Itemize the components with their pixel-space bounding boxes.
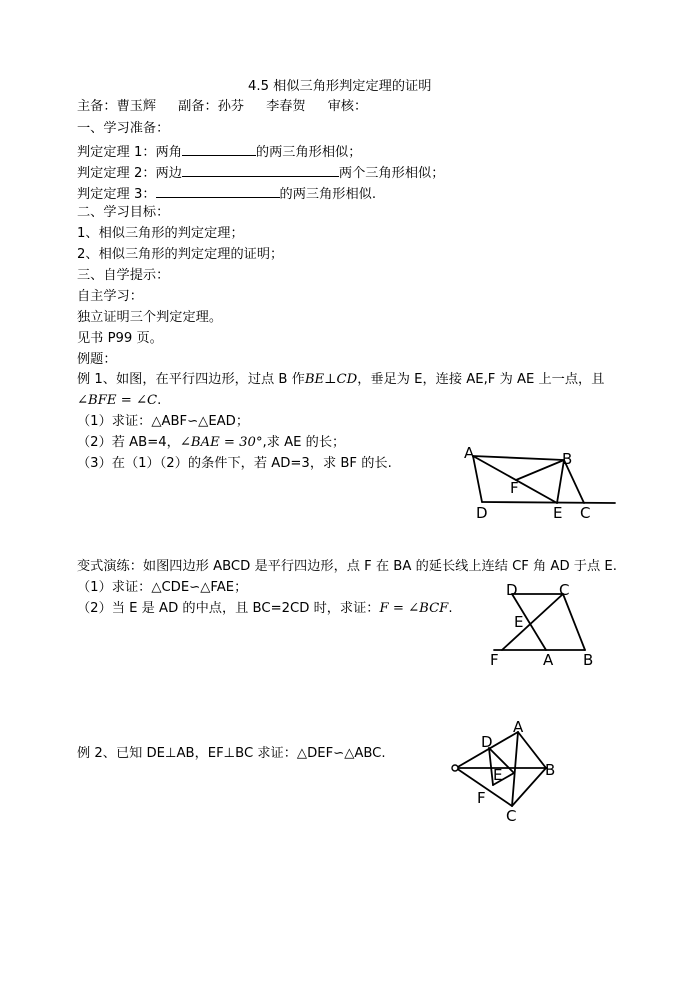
fig3-segment-ac <box>512 732 518 806</box>
fig2-label-d: D <box>506 581 518 599</box>
figure2-parallelogram <box>488 583 608 673</box>
section2-heading: 二、学习目标： <box>77 205 170 220</box>
goal-1: 1、相似三角形的判定定理； <box>77 226 244 241</box>
theorem2-blank <box>182 162 339 177</box>
fig2-label-a: A <box>543 651 554 669</box>
section3-heading: 三、自学提示： <box>77 268 170 283</box>
self-study: 自主学习： <box>77 289 143 304</box>
fig1-segment-bf <box>516 460 564 480</box>
example1-q1: （1）求证：△ABF∽△EAD； <box>77 414 250 429</box>
fig2-segment-cb <box>563 594 585 650</box>
example1-text-b: ，垂足为 E，连接 AE,F 为 AE 上一点，且 <box>357 372 605 387</box>
fig2-label-c: C <box>559 581 570 599</box>
fig3-label-a: A <box>513 718 524 736</box>
fig1-label-b: B <box>562 450 573 468</box>
example1-text-a: 例 1、如图，在平行四边形，过点 B 作 <box>77 372 305 387</box>
page-title: 4.5 相似三角形判定定理的证明 <box>248 79 432 94</box>
variation-q2-math: F = ∠BCF <box>379 601 449 616</box>
chief-name: 曹玉辉 <box>116 99 157 114</box>
see-book: 见书 P99 页。 <box>77 331 163 346</box>
fig2-label-b: B <box>583 651 594 669</box>
variation-q2-text-b: . <box>448 601 453 616</box>
theorem2-text-a: 判定定理 2：两边 <box>77 166 182 181</box>
fig1-label-d: D <box>476 504 488 522</box>
theorem3-blank <box>156 183 280 198</box>
example1-math-be-perp-cd: BE⊥CD <box>304 372 358 387</box>
fig3-label-b: B <box>545 761 556 779</box>
fig2-label-e: E <box>514 613 524 631</box>
review-label: 审核： <box>327 99 368 114</box>
theorem3 <box>77 183 376 204</box>
examples-heading: 例题： <box>77 352 117 367</box>
fig3-label-f: F <box>477 789 486 807</box>
fig1-label-f: F <box>510 479 519 497</box>
theorem1-blank <box>182 141 256 156</box>
fig1-label-a: A <box>464 444 475 462</box>
fig3-label-e: E <box>493 766 503 784</box>
theorem3-text-a: 判定定理 3： <box>77 187 156 202</box>
fig3-label-d: D <box>481 733 493 751</box>
example1-q2-text-b: ,求 AE 的长； <box>262 435 346 450</box>
example1-condition <box>77 392 161 410</box>
figure3-quadrilateral <box>449 718 559 823</box>
chief-label: 主备： <box>77 99 117 114</box>
prove-theorems: 独立证明三个判定定理。 <box>77 310 223 325</box>
fig2-label-f: F <box>490 651 499 669</box>
goal-2: 2、相似三角形的判定定理的证明； <box>77 247 284 262</box>
variation-q2-text-a: （2）当 E 是 AD 的中点，且 BC=2CD 时，求证： <box>77 601 380 616</box>
deputy-name-1: 孙芬 <box>217 99 245 114</box>
fig3-label-c: C <box>506 807 517 825</box>
theorem2 <box>77 162 444 183</box>
fig2-segment-cf <box>502 594 563 650</box>
deputy-label: 副备： <box>178 99 218 114</box>
fig3-segment-bc <box>512 768 546 806</box>
example1-text <box>77 371 604 389</box>
theorem1-text-a: 判定定理 1：两角 <box>77 145 182 160</box>
fig3-vertex-o <box>452 765 458 771</box>
example1-q2-math: ∠BAE = 30° <box>179 435 263 450</box>
deputy-name-2: 李春贺 <box>266 99 306 114</box>
fig3-segment-ab <box>518 732 546 768</box>
variation-text: 变式演练：如图四边形 ABCD 是平行四边形，点 F 在 BA 的延长线上连结 CF 角 AD 于点 E. <box>77 559 617 574</box>
theorem2-text-b: 两个三角形相似； <box>338 166 445 181</box>
theorem1 <box>77 141 361 162</box>
figure1-parallelogram <box>460 440 620 530</box>
fig1-label-c: C <box>580 504 591 522</box>
section1-heading: 一、学习准备： <box>77 121 170 136</box>
header-line <box>77 98 367 116</box>
variation-q2 <box>77 600 453 618</box>
example1-math-angle: ∠BFE = ∠C <box>77 393 158 408</box>
example1-q2 <box>77 434 345 452</box>
fig1-segment-ab <box>473 456 564 460</box>
fig1-segment-ad <box>473 456 482 502</box>
theorem3-text-b: 的两三角形相似. <box>279 187 377 202</box>
fig1-label-e: E <box>553 504 563 522</box>
example1-q3: （3）在（1）（2）的条件下，若 AD=3，求 BF 的长. <box>77 456 392 471</box>
example2-text: 例 2、已知 DE⊥AB，EF⊥BC 求证：△DEF∽△ABC. <box>77 746 386 761</box>
variation-q1: （1）求证：△CDE∽△FAE； <box>77 580 248 595</box>
theorem1-text-b: 的两三角形相似； <box>255 145 362 160</box>
example1-q2-text-a: （2）若 AB=4， <box>77 435 180 450</box>
fig1-line-dc <box>482 502 615 503</box>
example1-text-c: . <box>157 393 162 408</box>
